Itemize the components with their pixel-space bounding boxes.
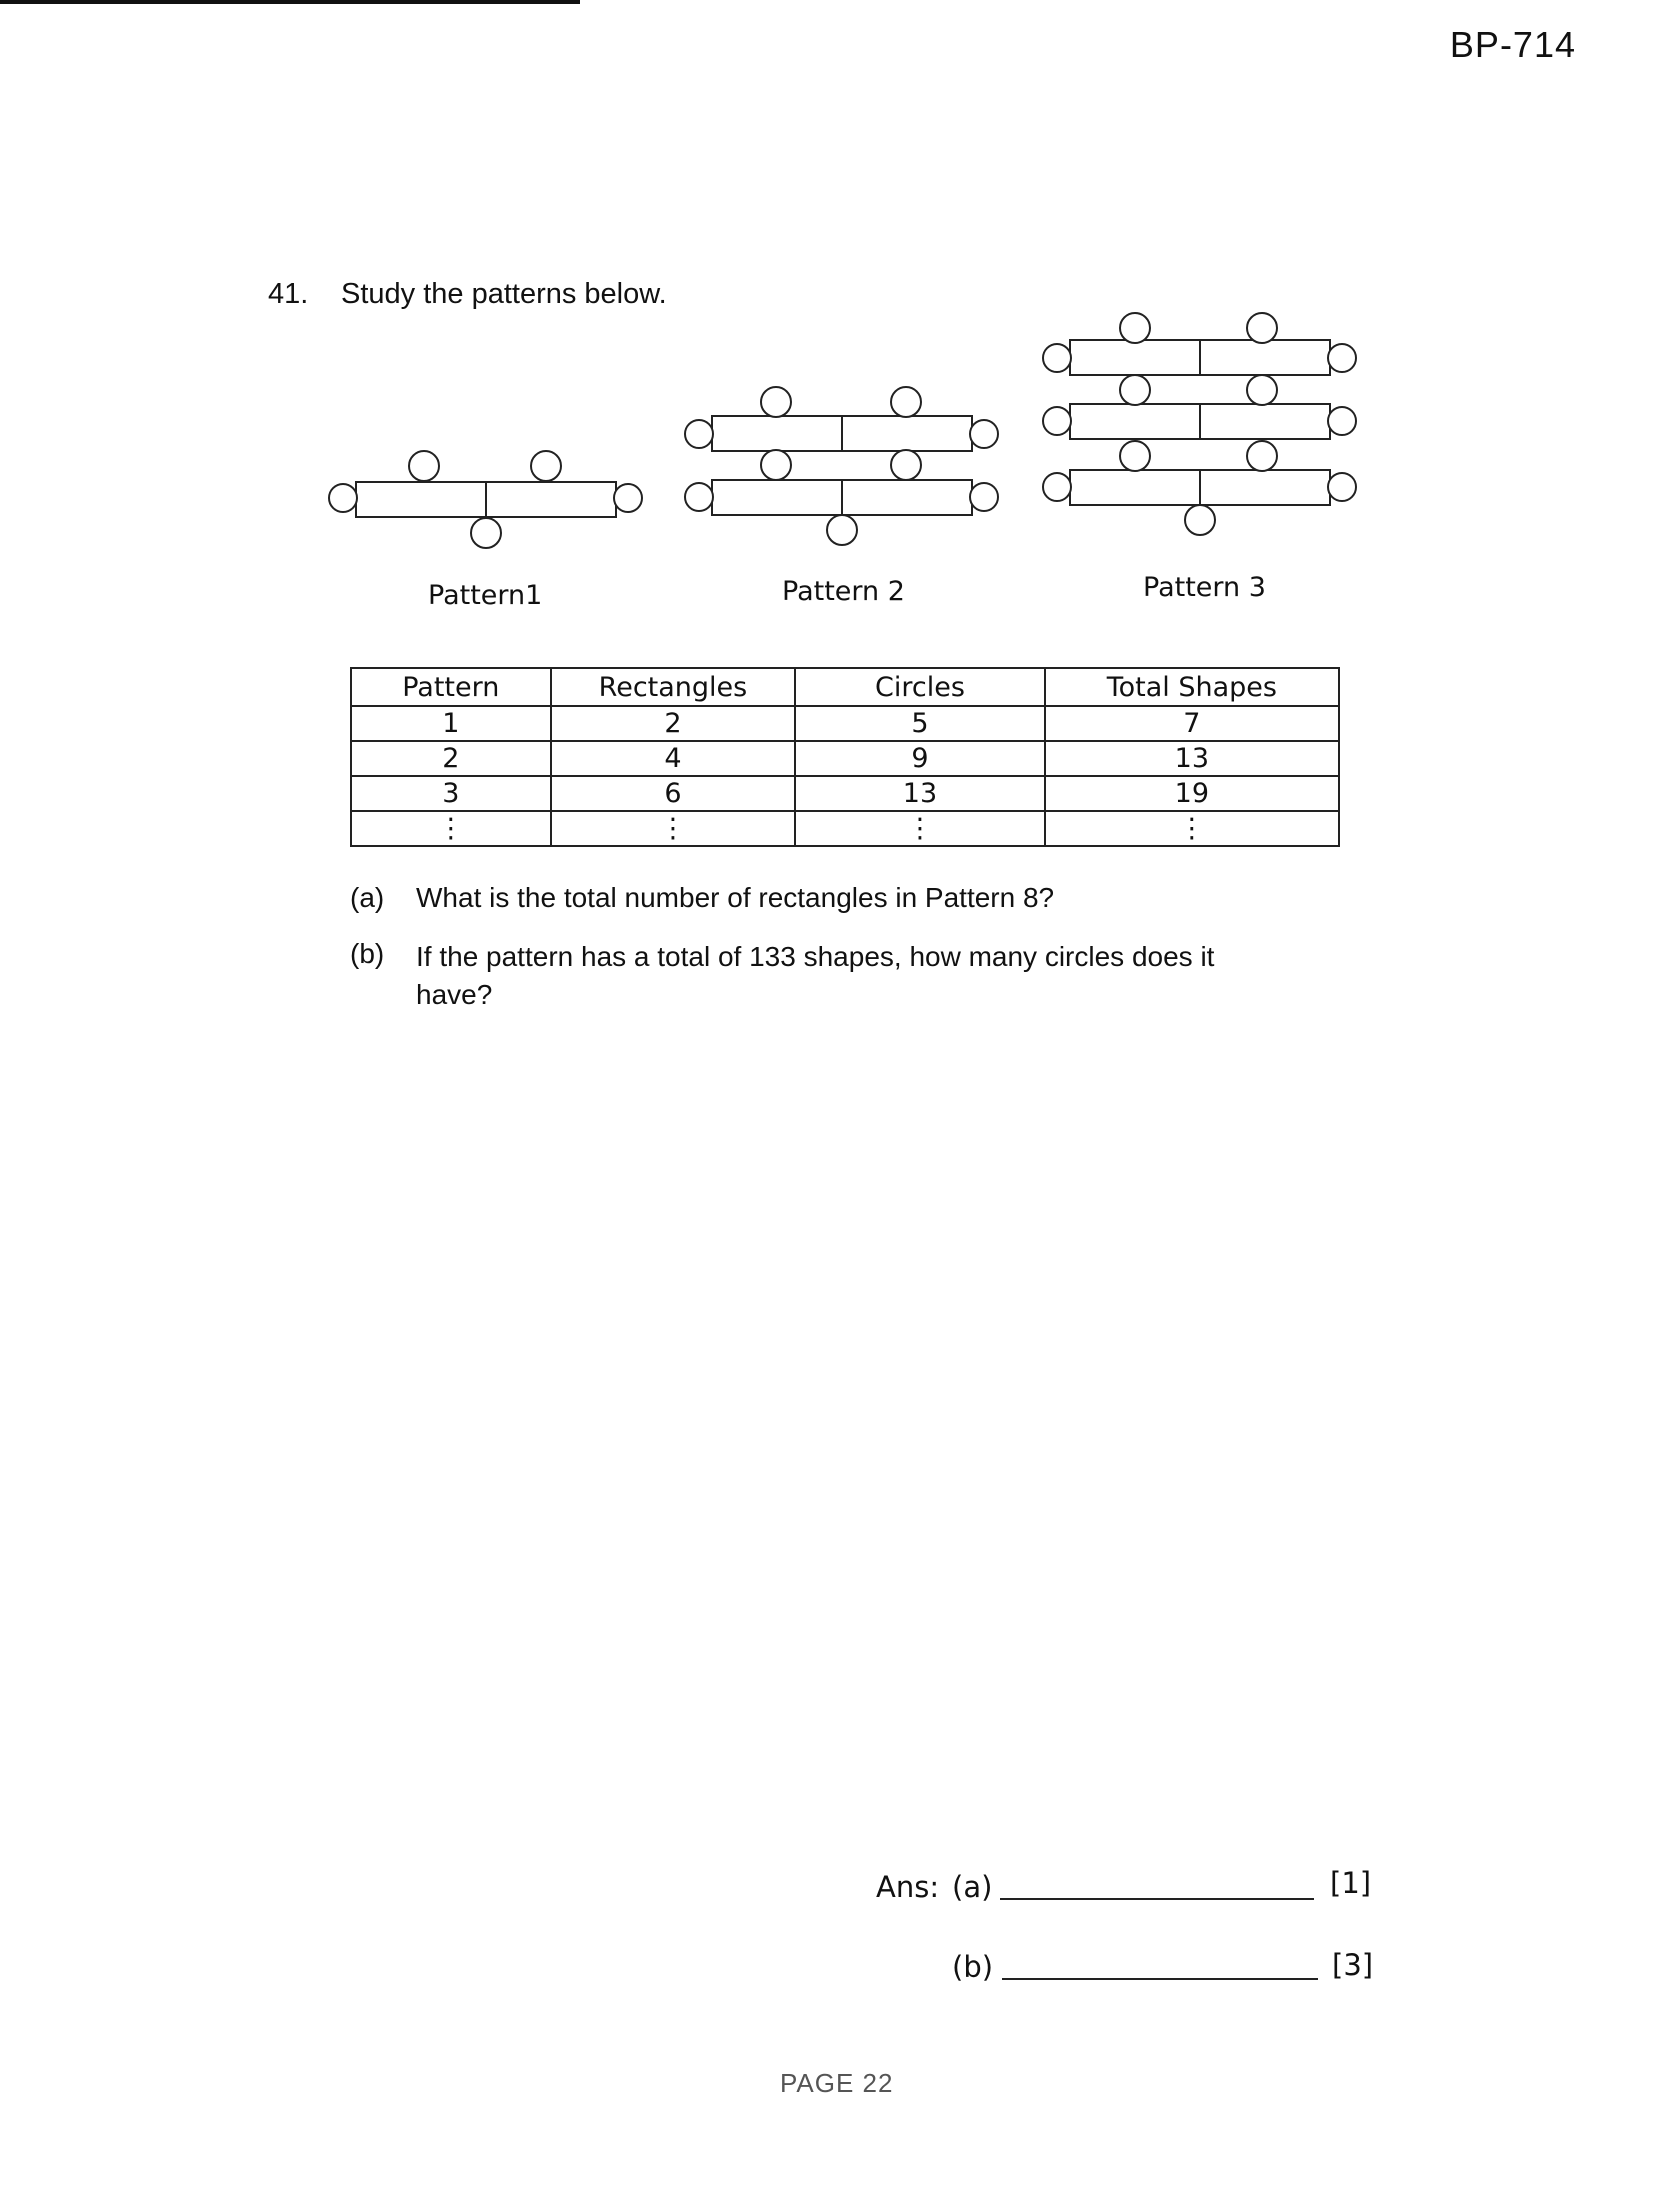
table-cell: 5 xyxy=(795,706,1044,741)
table-row xyxy=(351,741,1339,776)
table-cell: 1 xyxy=(351,706,551,741)
answer-a-label: (a) xyxy=(952,1870,993,1904)
part-a-text: What is the total number of rectangles in Pattern 8? xyxy=(416,882,1055,913)
table-cell: 3 xyxy=(351,776,551,811)
answer-b-line[interactable] xyxy=(1002,1978,1318,1980)
table-row xyxy=(351,776,1339,811)
table-cell: 6 xyxy=(551,776,796,811)
answer-a-line[interactable] xyxy=(1000,1898,1314,1900)
table-cell: 4 xyxy=(551,741,796,776)
answer-b-marks: [3] xyxy=(1332,1948,1374,1982)
table-cell: ⋮ xyxy=(1045,811,1339,846)
table-cell: ⋮ xyxy=(551,811,796,846)
table-row xyxy=(351,811,1339,846)
pattern-1-figure xyxy=(329,451,642,548)
table-cell: 2 xyxy=(551,706,796,741)
table-cell: ⋮ xyxy=(795,811,1044,846)
header-total-shapes: Total Shapes xyxy=(1045,668,1339,706)
part-b-text: If the pattern has a total of 133 shapes, how many circles does it have? xyxy=(416,941,1215,1010)
header-circles: Circles xyxy=(795,668,1044,706)
part-a-label: (a) xyxy=(350,882,385,913)
question-number: 41. xyxy=(268,278,309,310)
pattern-3-figure xyxy=(1043,313,1356,535)
header-pattern: Pattern xyxy=(351,668,551,706)
table-cell: ⋮ xyxy=(351,811,551,846)
table-cell: 7 xyxy=(1045,706,1339,741)
page-number: PAGE 22 xyxy=(780,2068,894,2098)
table-cell: 13 xyxy=(795,776,1044,811)
table-header-row xyxy=(351,668,1339,706)
paper-code: BP-714 xyxy=(1449,24,1576,65)
pattern-1-label: Pattern1 xyxy=(428,580,543,611)
table-cell: 13 xyxy=(1045,741,1339,776)
pattern-figures xyxy=(0,0,1654,640)
table-cell: 2 xyxy=(351,741,551,776)
answer-prefix: Ans: xyxy=(876,1870,940,1904)
table-row xyxy=(351,706,1339,741)
pattern-2-figure xyxy=(685,387,998,545)
pattern-3-label: Pattern 3 xyxy=(1143,572,1266,603)
part-b-label: (b) xyxy=(350,938,385,969)
pattern-table xyxy=(350,667,1340,847)
header-rectangles: Rectangles xyxy=(551,668,796,706)
answer-b-label: (b) xyxy=(952,1950,994,1984)
question-prompt: Study the patterns below. xyxy=(341,278,667,310)
pattern-2-label: Pattern 2 xyxy=(782,576,905,607)
table-cell: 9 xyxy=(795,741,1044,776)
answer-a-marks: [1] xyxy=(1330,1866,1372,1900)
table-cell: 19 xyxy=(1045,776,1339,811)
